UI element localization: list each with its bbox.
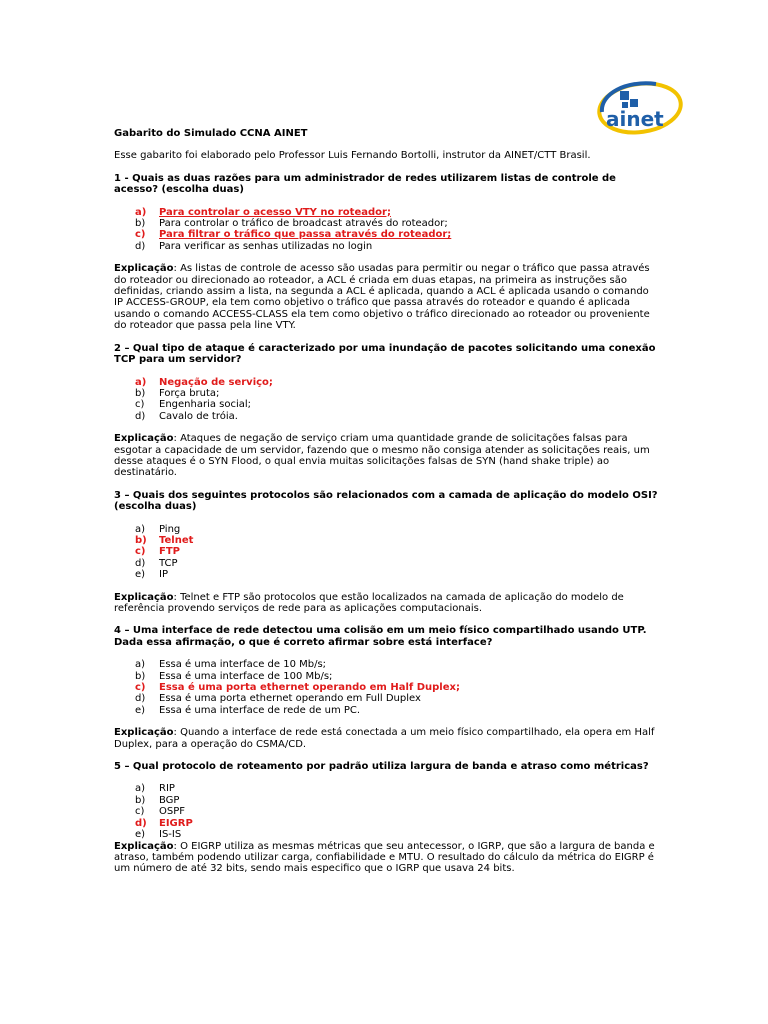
option-letter: c) bbox=[135, 682, 146, 694]
option-text: TCP bbox=[159, 557, 178, 569]
option-text: Negação de serviço; bbox=[159, 376, 273, 388]
option-letter: d) bbox=[135, 817, 147, 829]
answer-key-content bbox=[114, 128, 660, 886]
option-3a bbox=[114, 524, 660, 535]
option-letter: a) bbox=[135, 523, 146, 535]
option-letter: d) bbox=[135, 240, 146, 252]
option-5d bbox=[114, 818, 660, 829]
option-1a bbox=[114, 207, 660, 218]
option-text: Essa é uma porta ethernet operando em Half Duplex; bbox=[159, 682, 460, 694]
question-3: 3 – Quais dos seguintes protocolos são relacionados com a camada de aplicação do modelo OSI? (escolha duas) bbox=[114, 489, 658, 513]
explanation-label: Explicação bbox=[114, 591, 174, 603]
question-2: 2 – Qual tipo de ataque é caracterizado por uma inundação de pacotes solicitando uma conexão TCP para um servidor? bbox=[114, 342, 656, 366]
option-4e bbox=[114, 705, 660, 716]
option-2c bbox=[114, 399, 660, 410]
question-5: 5 – Qual protocolo de roteamento por padrão utiliza largura de banda e atraso como métricas? bbox=[114, 761, 649, 773]
explanation-label: Explicação bbox=[114, 263, 174, 275]
option-5c bbox=[114, 806, 660, 817]
option-text: Força bruta; bbox=[159, 387, 220, 399]
option-3d bbox=[114, 558, 660, 569]
explanation-text: : Telnet e FTP são protocolos que estão localizados na camada de aplicação do modelo de referência provendo serviços de rede para as aplicações computacionais. bbox=[114, 591, 624, 614]
option-letter: c) bbox=[135, 229, 146, 241]
option-letter: a) bbox=[135, 659, 146, 671]
intro-paragraph: Esse gabarito foi elaborado pelo Professor Luis Fernando Bortolli, instrutor da AINET/CTT Brasil. bbox=[114, 150, 591, 162]
document-title: Gabarito do Simulado CCNA AINET bbox=[114, 128, 308, 139]
options-3 bbox=[114, 524, 660, 581]
option-text: Essa é uma interface de 100 Mb/s; bbox=[159, 670, 333, 682]
option-text: Ping bbox=[159, 523, 181, 535]
option-text: Engenharia social; bbox=[159, 399, 252, 411]
explanation-2 bbox=[114, 433, 660, 479]
option-letter: d) bbox=[135, 693, 146, 705]
options-2 bbox=[114, 377, 660, 423]
option-letter: b) bbox=[135, 387, 146, 399]
options-4 bbox=[114, 659, 660, 716]
option-4d bbox=[114, 693, 660, 704]
explanation-label: Explicação bbox=[114, 433, 174, 445]
explanation-4 bbox=[114, 727, 660, 750]
option-text: Telnet bbox=[159, 534, 194, 546]
option-5b bbox=[114, 795, 660, 806]
options-5 bbox=[114, 783, 660, 840]
explanation-label: Explicação bbox=[114, 727, 174, 739]
option-letter: a) bbox=[135, 783, 146, 795]
option-letter: c) bbox=[135, 399, 145, 411]
option-text: IP bbox=[159, 569, 168, 581]
option-text: OSPF bbox=[159, 806, 186, 818]
option-3e bbox=[114, 569, 660, 580]
option-4a bbox=[114, 659, 660, 670]
ainet-logo-text: ainet bbox=[606, 107, 664, 131]
option-letter: a) bbox=[135, 206, 147, 218]
option-2a bbox=[114, 377, 660, 388]
option-letter: e) bbox=[135, 829, 146, 841]
option-3c bbox=[114, 546, 660, 557]
question-1: 1 - Quais as duas razões para um administrador de redes utilizarem listas de controle de acesso? (escolha duas) bbox=[114, 172, 616, 196]
option-text: Para controlar o tráfico de broadcast através do roteador; bbox=[159, 218, 448, 230]
option-letter: c) bbox=[135, 546, 146, 558]
options-1 bbox=[114, 207, 660, 253]
option-5e bbox=[114, 829, 660, 840]
option-5a bbox=[114, 783, 660, 794]
option-letter: b) bbox=[135, 794, 146, 806]
option-text: Cavalo de tróia. bbox=[159, 410, 238, 422]
option-1d bbox=[114, 241, 660, 252]
option-letter: c) bbox=[135, 806, 145, 818]
option-1c bbox=[114, 229, 660, 240]
option-text: FTP bbox=[159, 546, 180, 558]
option-letter: e) bbox=[135, 704, 146, 716]
option-1b bbox=[114, 218, 660, 229]
option-text: Para controlar o acesso VTY no roteador; bbox=[159, 206, 391, 218]
option-letter: b) bbox=[135, 534, 147, 546]
option-text: Essa é uma interface de 10 Mb/s; bbox=[159, 659, 327, 671]
option-letter: e) bbox=[135, 569, 146, 581]
explanation-1 bbox=[114, 263, 660, 331]
option-letter: d) bbox=[135, 557, 146, 569]
option-2d bbox=[114, 411, 660, 422]
option-text: Para verificar as senhas utilizadas no login bbox=[159, 240, 373, 252]
explanation-5 bbox=[114, 841, 660, 875]
option-text: Essa é uma interface de rede de um PC. bbox=[159, 704, 361, 716]
option-letter: d) bbox=[135, 410, 146, 422]
option-text: Para filtrar o tráfico que passa através do roteador; bbox=[159, 229, 452, 241]
question-4: 4 – Uma interface de rede detectou uma colisão em um meio físico compartilhado usando UTP. Dada essa afirmação, o que é correto afirmar sobre está interface? bbox=[114, 625, 647, 648]
option-letter: b) bbox=[135, 670, 146, 682]
option-text: EIGRP bbox=[159, 817, 193, 829]
option-text: BGP bbox=[159, 794, 180, 806]
option-text: IS-IS bbox=[159, 829, 182, 841]
explanation-text: : As listas de controle de acesso são usadas para permitir ou negar o tráfico que passa através do roteador ou direcionado ao roteador, a ACL é criada em duas etapas, na primeira as instruções são definidas, criando assim a lista, na segunda a ACL é aplicada, quando a ACL é aplicada usando o comando IP ACCESS-GROUP, ela tem como objetivo o tráfico que passa através do roteador e quando é aplicada usando o comando ACCESS-CLASS ela tem como objetivo o tráfico direcionado ao roteador ou proveniente do roteador que passa pela line VTY. bbox=[114, 263, 650, 332]
option-text: RIP bbox=[159, 783, 175, 795]
option-4b bbox=[114, 671, 660, 682]
option-4c bbox=[114, 682, 660, 693]
explanation-text: : Ataques de negação de serviço criam uma quantidade grande de solicitações falsas para esgotar a capacidade de um servidor, fazendo que o mesmo não consiga atender as solicitações reais, um desse ataques é o SYN Flood, o qual envia muitas solicitações falsas de SYN (hand shake triple) ao destinatário. bbox=[114, 433, 650, 479]
option-3b bbox=[114, 535, 660, 546]
option-2b bbox=[114, 388, 660, 399]
explanation-text: : Quando a interface de rede está conectada a um meio físico compartilhado, ela opera em Half Duplex, para a operação do CSMA/CD. bbox=[114, 727, 655, 750]
explanation-label: Explicação bbox=[114, 840, 174, 852]
option-text: Essa é uma porta ethernet operando em Full Duplex bbox=[159, 693, 421, 705]
option-letter: a) bbox=[135, 376, 147, 388]
explanation-3 bbox=[114, 592, 660, 615]
explanation-text: : O EIGRP utiliza as mesmas métricas que seu antecessor, o IGRP, que são a largura de banda e atraso, também podendo utilizar carga, confiabilidade e MTU. O resultado do cálculo da métrica do EIGRP é um número de até 32 bits, sendo mais especifico que o IGRP que usava 24 bits. bbox=[114, 840, 655, 875]
option-letter: b) bbox=[135, 218, 146, 230]
